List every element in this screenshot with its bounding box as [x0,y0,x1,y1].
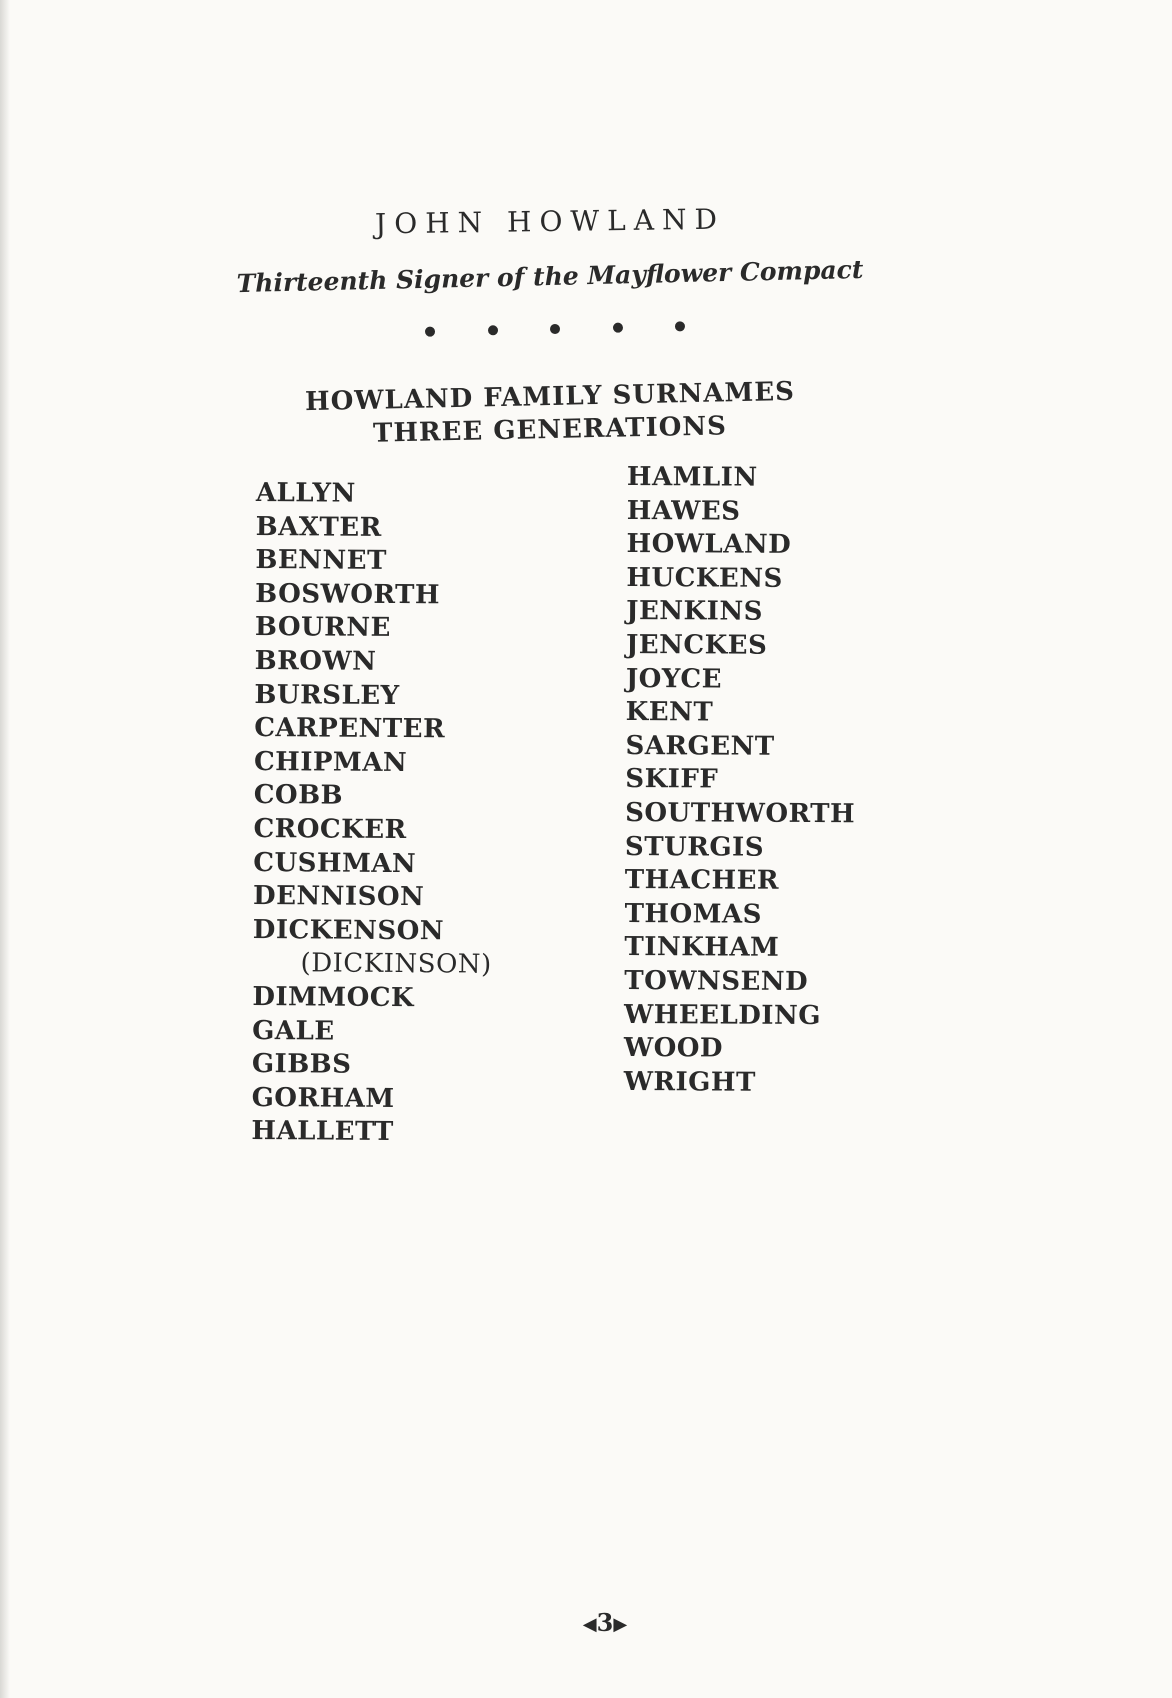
surname-item: DENNISON [252,881,425,913]
surname-list-left [251,477,495,1151]
surname-list-right [624,461,857,1100]
surname-item: GIBBS [251,1049,352,1080]
surname-item: HAWES [626,495,741,527]
page-subtitle: Thirteenth Signer of the Mayflower Compact [236,254,864,299]
surname-item: HOWLAND [626,529,792,561]
surname-item: WHEELDING [624,999,822,1031]
surname-item: KENT [625,697,714,728]
section-heading-line2: THREE GENERATIONS [372,411,728,449]
surname-item: STURGIS [624,831,765,863]
surname-item: SOUTHWORTH [625,797,856,830]
surname-item: GALE [252,1015,335,1047]
surname-item: SARGENT [625,730,775,762]
surname-item: HAMLIN [626,462,758,493]
surname-item: JENKINS [626,596,763,628]
ornament-dot [487,325,497,335]
surname-item: BAXTER [255,511,382,543]
page-title: JOHN HOWLAND [374,202,726,241]
surname-item: BURSLEY [254,679,400,711]
surname-item: BENNET [255,545,388,577]
surname-item: JENCKES [625,629,768,661]
surname-item: DICKENSON [252,914,445,947]
surname-item: TOWNSEND [624,965,809,997]
surname-item: CARPENTER [254,713,446,745]
surname-item: BOURNE [254,612,392,644]
ornament-dot [612,323,622,333]
surname-item: SKIFF [625,764,719,795]
surname-item: HUCKENS [626,562,783,594]
surname-item: TINKHAM [624,932,780,964]
surname-item: JOYCE [625,663,723,695]
page-edge-shadow [0,0,10,1698]
surname-item: CHIPMAN [253,746,408,778]
page-number [560,1608,650,1637]
surname-item: WOOD [623,1033,724,1064]
surname-item: DIMMOCK [252,981,415,1014]
ornament-dot [550,324,560,334]
section-heading-line1: HOWLAND FAMILY SURNAMES [304,376,796,418]
ornament-dot [425,327,435,337]
surname-item: THOMAS [624,898,763,930]
surname-item: WRIGHT [623,1066,756,1098]
surname-item: HALLETT [251,1116,394,1148]
surname-item: COBB [253,780,344,811]
surname-item: BROWN [254,645,377,677]
ornament-dot [675,321,685,331]
surname-alt-spelling: (DICKINSON) [300,948,492,980]
surname-item: CUSHMAN [253,847,417,879]
ornament-divider [425,321,685,336]
page-number-value: 3 [596,1608,614,1637]
surname-item: THACHER [624,865,780,896]
left-ornament-icon: ◀ [582,1614,597,1635]
surname-item: BOSWORTH [255,578,441,611]
right-ornament-icon: ▶ [613,1614,628,1635]
surname-item: ALLYN [255,477,356,509]
surname-item: GORHAM [251,1082,395,1114]
surname-item: CROCKER [253,813,407,845]
